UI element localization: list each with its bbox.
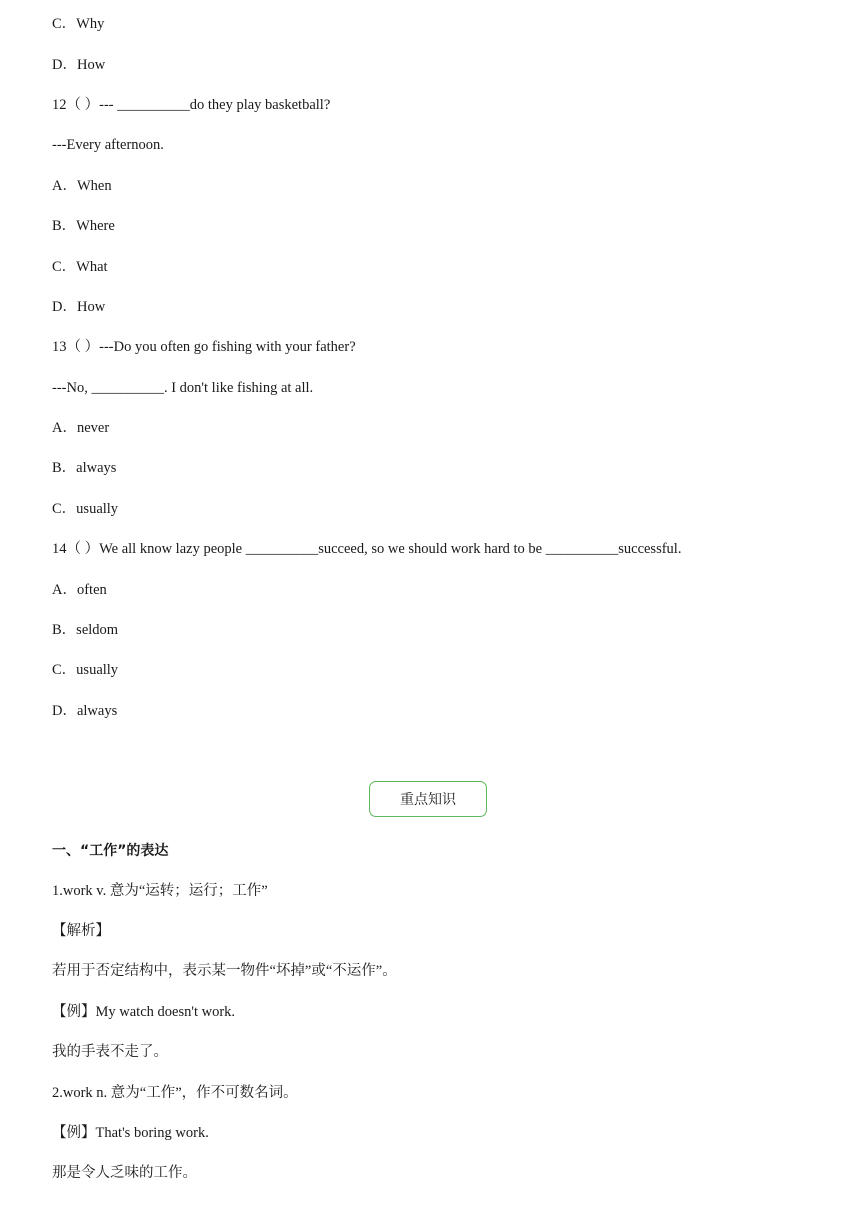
knowledge-item-1: 1.work v. 意为“运转；运行；工作”: [52, 883, 268, 899]
example-2-translation: 那是令人乏味的工作。: [52, 1165, 197, 1181]
q12-answer-line: ---Every afternoon.: [52, 137, 164, 153]
q14-option-a: A．often: [52, 582, 107, 598]
q11-option-d: D．How: [52, 57, 106, 73]
q13-answer-line: ---No, __________. I don't like fishing at all.: [52, 380, 314, 396]
knowledge-item-2: 2.work n. 意为“工作”，作不可数名词。: [52, 1085, 298, 1101]
q14-option-d: D．always: [52, 703, 118, 719]
example-2: 【例】That's boring work.: [52, 1125, 209, 1141]
q13-option-c: C．usually: [52, 501, 119, 517]
analysis-text: 若用于否定结构中，表示某一物件“坏掉”或“不运作”。: [52, 963, 397, 979]
q14-option-b: B．seldom: [52, 622, 119, 638]
q14-option-c: C．usually: [52, 662, 119, 678]
q13-option-a: A．never: [52, 420, 110, 436]
section-badge: 重点知识: [369, 781, 487, 817]
q12-option-a: A．When: [52, 178, 112, 194]
q14-stem: 14（ ）We all know lazy people __________succeed, so we should work hard to be __________successful.: [52, 541, 682, 557]
analysis-label: 【解析】: [52, 923, 110, 939]
q13-option-b: B．always: [52, 460, 117, 476]
q12-option-b: B．Where: [52, 218, 115, 234]
q13-stem: 13（ ）---Do you often go fishing with your father?: [52, 339, 356, 355]
knowledge-heading: 一、“工作”的表达: [52, 843, 169, 859]
example-1-translation: 我的手表不走了。: [52, 1044, 168, 1060]
q12-option-d: D．How: [52, 299, 106, 315]
q12-stem: 12（ ）--- __________do they play basketball?: [52, 97, 331, 113]
q11-option-c: C．Why: [52, 16, 105, 32]
example-1: 【例】My watch doesn't work.: [52, 1004, 236, 1020]
q12-option-c: C．What: [52, 259, 108, 275]
